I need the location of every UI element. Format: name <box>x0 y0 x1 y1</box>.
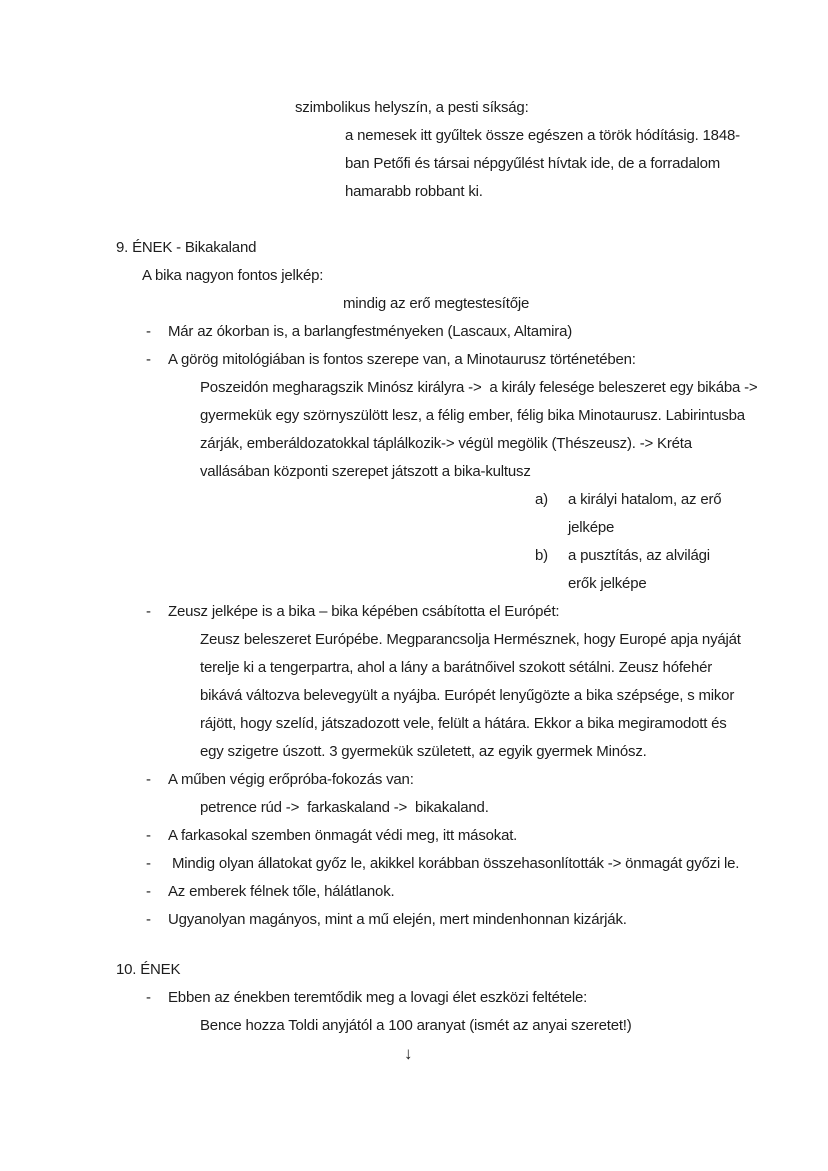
paragraph-line: rájött, hogy szelíd, játszadozott vele, felült a hátára. Ekkor a bika megiramodott és <box>200 715 727 732</box>
bullet-marker: - <box>146 351 151 368</box>
bullet-text: Zeusz jelképe is a bika – bika képében csábította el Európét: <box>168 603 560 620</box>
bullet-text: A műben végig erőpróba-fokozás van: <box>168 771 414 788</box>
lettered-item-marker: a) <box>535 491 548 508</box>
lettered-item-a <box>0 486 828 514</box>
bullet-marker: - <box>146 603 151 620</box>
bullet-marker: - <box>146 989 151 1006</box>
bullet-marker: - <box>146 855 151 872</box>
bullet-marker: - <box>146 883 151 900</box>
spacer <box>0 206 828 234</box>
lettered-item-b-wrap: erők jelképe <box>568 575 647 592</box>
bullet-item <box>0 822 828 850</box>
bullet-marker: - <box>146 911 151 928</box>
bullet-item <box>0 598 828 626</box>
intro-line-2: a nemesek itt gyűltek össze egészen a török hódításig. 1848- <box>345 127 740 144</box>
lettered-item-text: a királyi hatalom, az erő <box>568 491 722 508</box>
bullet-text: Az emberek félnek tőle, hálátlanok. <box>168 883 395 900</box>
paragraph-line: gyermekük egy szörnyszülött lesz, a félig ember, félig bika Minotaurusz. Labirintusba <box>200 407 745 424</box>
lettered-item-a-wrap: jelképe <box>568 519 615 536</box>
paragraph-line: zárják, emberáldozatokkal táplálkozik-> végül megölik (Thészeusz). -> Kréta <box>200 435 692 452</box>
paragraph-line: Bence hozza Toldi anyjától a 100 aranyat (ismét az anyai szeretet!) <box>200 1017 632 1034</box>
bullet-item <box>0 906 828 934</box>
bullet-text: A farkasokal szemben önmagát védi meg, itt másokat. <box>168 827 518 844</box>
bullet-text: Ugyanolyan magányos, mint a mű elején, mert mindenhonnan kizárják. <box>168 911 627 928</box>
section-9-center-note: mindig az erő megtestesítője <box>343 295 530 312</box>
paragraph-line: bikává változva belevegyült a nyájba. Európét lenyűgözte a bika szépsége, s mikor <box>200 687 735 704</box>
lettered-item-b <box>0 542 828 570</box>
paragraph-line: Zeusz beleszeret Európébe. Megparancsolja Hermésznek, hogy Europé apja nyáját <box>200 631 741 648</box>
bullet-text: Már az ókorban is, a barlangfestményeken (Lascaux, Altamira) <box>168 323 573 340</box>
paragraph-line: vallásában központi szerepet játszott a bika-kultusz <box>200 463 531 480</box>
section-10-heading: 10. ÉNEK <box>116 961 181 978</box>
bullet-marker: - <box>146 323 151 340</box>
bullet-item <box>0 346 828 374</box>
bullet-marker: - <box>146 827 151 844</box>
lettered-item-text: a pusztítás, az alvilági <box>568 547 710 564</box>
intro-line-3: ban Petőfi és társai népgyűlést hívtak ide, de a forradalom <box>345 155 721 172</box>
paragraph-line: terelje ki a tengerpartra, ahol a lány a barátnőivel szokott sétálni. Zeusz hófehér <box>200 659 713 676</box>
bullet-item <box>0 984 828 1012</box>
intro-line-4: hamarabb robbant ki. <box>345 183 483 200</box>
section-9-heading: 9. ÉNEK - Bikakaland <box>116 239 257 256</box>
bullet-item <box>0 318 828 346</box>
lettered-item-marker: b) <box>535 547 548 564</box>
spacer <box>0 934 828 956</box>
paragraph-line: Poszeidón megharagszik Minósz királyra -> a király felesége beleszeret egy bikába -> <box>200 379 758 396</box>
bullet-text: Ebben az énekben teremtődik meg a lovagi élet eszközi feltétele: <box>168 989 588 1006</box>
bullet-text: Mindig olyan állatokat győz le, akikkel korábban összehasonlították -> önmagát győzi le. <box>168 855 740 872</box>
down-arrow-icon: ↓ <box>404 1044 413 1063</box>
bullet-marker: - <box>146 771 151 788</box>
paragraph-line: petrence rúd -> farkaskaland -> bikakaland. <box>200 799 489 816</box>
paragraph-line: egy szigetre úszott. 3 gyermekük született, az egyik gyermek Minósz. <box>200 743 647 760</box>
intro-line-1: szimbolikus helyszín, a pesti síkság: <box>295 99 529 116</box>
bullet-text: A görög mitológiában is fontos szerepe van, a Minotaurusz történetében: <box>168 351 636 368</box>
bullet-item <box>0 878 828 906</box>
bullet-item <box>0 766 828 794</box>
bullet-item <box>0 850 828 878</box>
section-9-lead: A bika nagyon fontos jelkép: <box>142 267 324 284</box>
